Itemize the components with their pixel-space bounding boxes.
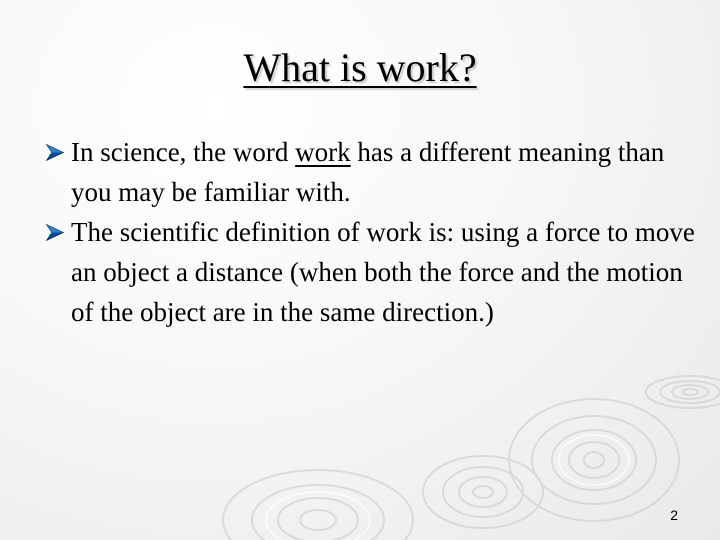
bullet-text-before: In science, the word	[71, 137, 296, 167]
page-number: 2	[670, 507, 678, 523]
bullet-list	[46, 132, 696, 332]
bullet-item-2	[46, 212, 696, 332]
arrowhead-bullet-icon	[46, 144, 64, 161]
arrowhead-bullet-icon	[46, 224, 64, 241]
bullet-text-after: has a different meaning than you may be familiar with.	[71, 137, 665, 207]
underlined-term: work	[295, 137, 351, 167]
bullet-item-1	[46, 132, 696, 212]
slide-title	[0, 44, 720, 92]
bullet-text: The scientific definition of work is: using a force to move an object a distance (when both the force and the motion of the object are in the same direction.)	[71, 217, 695, 327]
slide-title-text: What is work?	[243, 45, 477, 90]
